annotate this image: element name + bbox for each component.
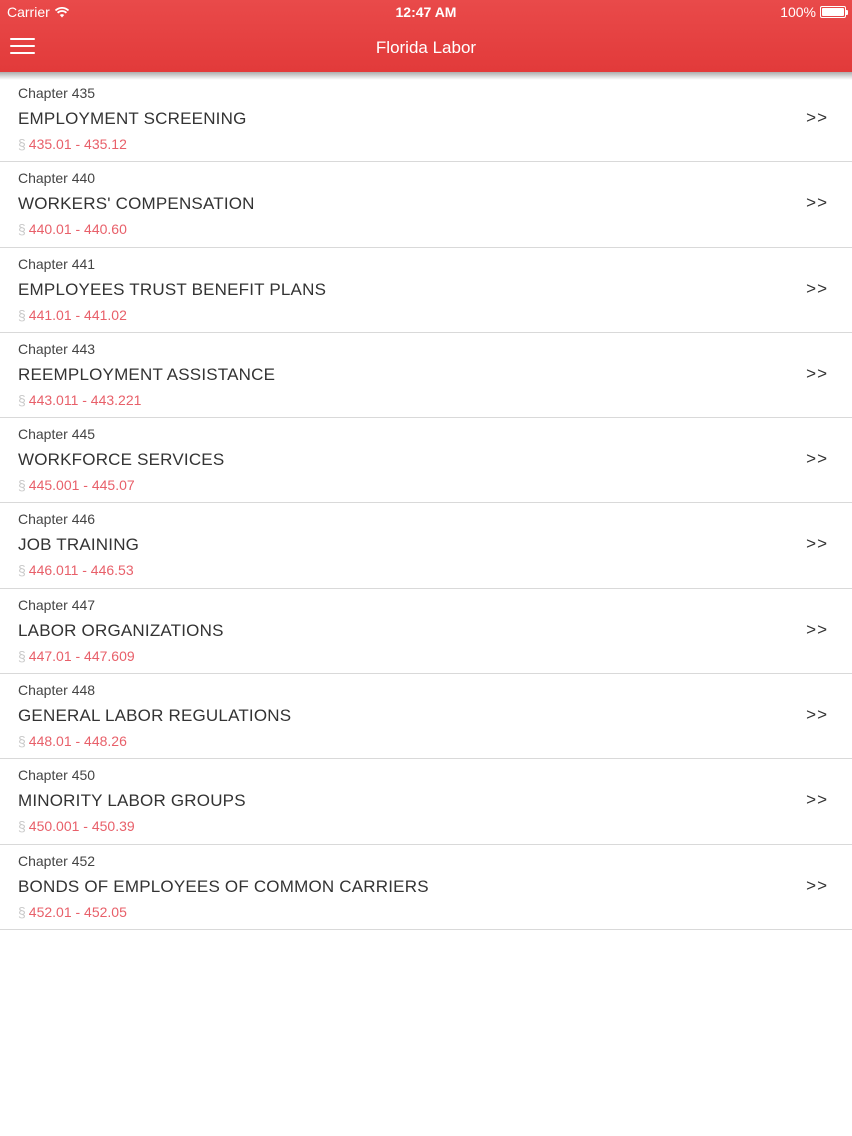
battery-icon: [820, 6, 846, 18]
section-range-text: 445.001 - 445.07: [28, 477, 135, 494]
chevron-right-icon: >>: [806, 705, 828, 725]
chapter-number: Chapter 443: [18, 340, 96, 357]
chapter-number: Chapter 445: [18, 426, 96, 443]
chapter-row-7[interactable]: [0, 674, 852, 759]
chapter-number: Chapter 450: [18, 767, 96, 784]
chapter-row-6[interactable]: [0, 589, 852, 674]
section-symbol: §: [18, 647, 26, 664]
chapter-number: Chapter 446: [18, 511, 96, 528]
chapter-title: EMPLOYEES TRUST BENEFIT PLANS: [18, 279, 327, 299]
chapter-number: Chapter 448: [18, 682, 96, 699]
chapter-title: BONDS OF EMPLOYEES OF COMMON CARRIERS: [18, 876, 429, 896]
chapter-number: Chapter 452: [18, 852, 96, 869]
chapter-title: LABOR ORGANIZATIONS: [18, 620, 224, 640]
section-symbol: §: [18, 221, 26, 238]
section-range: [18, 562, 134, 578]
section-symbol: §: [18, 818, 26, 835]
section-symbol: §: [18, 477, 26, 494]
chapter-number: Chapter 447: [18, 596, 96, 613]
chapter-number: Chapter 441: [18, 255, 96, 272]
section-range: [18, 477, 135, 493]
chevron-right-icon: >>: [806, 449, 828, 469]
nav-bar: [0, 24, 852, 72]
chapter-row-2[interactable]: [0, 248, 852, 333]
section-symbol: §: [18, 136, 26, 152]
chapter-row-8[interactable]: [0, 759, 852, 844]
app-header: [0, 0, 852, 72]
chapter-row-3[interactable]: [0, 333, 852, 418]
chapter-list: [0, 77, 852, 930]
chevron-right-icon: >>: [806, 363, 828, 383]
section-range-text: 452.01 - 452.05: [28, 903, 127, 920]
status-time: 12:47 AM: [395, 4, 457, 20]
chevron-right-icon: >>: [806, 193, 828, 213]
chapter-title: REEMPLOYMENT ASSISTANCE: [18, 364, 276, 384]
section-range-text: 446.011 - 446.53: [28, 562, 134, 579]
section-range-text: 443.011 - 443.221: [28, 391, 142, 408]
section-range-text: 440.01 - 440.60: [28, 221, 127, 238]
chevron-right-icon: >>: [806, 790, 828, 810]
section-range: [18, 221, 127, 237]
section-range-text: 441.01 - 441.02: [28, 306, 127, 323]
section-symbol: §: [18, 306, 26, 323]
chapter-number: Chapter 435: [18, 85, 96, 101]
chapter-row-5[interactable]: [0, 503, 852, 588]
section-range: [18, 307, 127, 323]
battery-percent: 100%: [780, 4, 816, 20]
section-symbol: §: [18, 562, 26, 579]
chapter-number: Chapter 440: [18, 170, 96, 187]
status-bar: [0, 0, 852, 24]
chapter-row-9[interactable]: [0, 845, 852, 930]
section-range: [18, 136, 127, 152]
chevron-right-icon: >>: [806, 278, 828, 298]
section-symbol: §: [18, 733, 26, 750]
chapter-title: GENERAL LABOR REGULATIONS: [18, 706, 292, 726]
chapter-title: JOB TRAINING: [18, 535, 140, 555]
section-range: [18, 648, 135, 664]
chapter-row-1[interactable]: [0, 162, 852, 247]
chevron-right-icon: >>: [806, 534, 828, 554]
chapter-title: WORKERS' COMPENSATION: [18, 194, 255, 214]
page-title: Florida Labor: [375, 38, 477, 57]
section-range: [18, 818, 135, 834]
chapter-row-0[interactable]: [0, 77, 852, 162]
section-range: [18, 904, 127, 920]
chapter-row-4[interactable]: [0, 418, 852, 503]
chapter-title: MINORITY LABOR GROUPS: [18, 791, 246, 811]
section-range-text: 447.01 - 447.609: [28, 647, 135, 664]
section-range: [18, 733, 127, 749]
chapter-title: WORKFORCE SERVICES: [18, 450, 225, 470]
section-range: [18, 392, 141, 408]
chevron-right-icon: >>: [806, 108, 828, 127]
section-symbol: §: [18, 391, 26, 408]
section-symbol: §: [18, 903, 26, 920]
carrier-label: Carrier: [7, 4, 50, 20]
section-range-text: 448.01 - 448.26: [28, 733, 127, 750]
chevron-right-icon: >>: [806, 875, 828, 895]
section-range-text: 435.01 - 435.12: [28, 136, 127, 152]
status-battery: [780, 4, 846, 20]
chevron-right-icon: >>: [806, 619, 828, 639]
section-range-text: 450.001 - 450.39: [28, 818, 135, 835]
chapter-title: EMPLOYMENT SCREENING: [18, 109, 247, 128]
